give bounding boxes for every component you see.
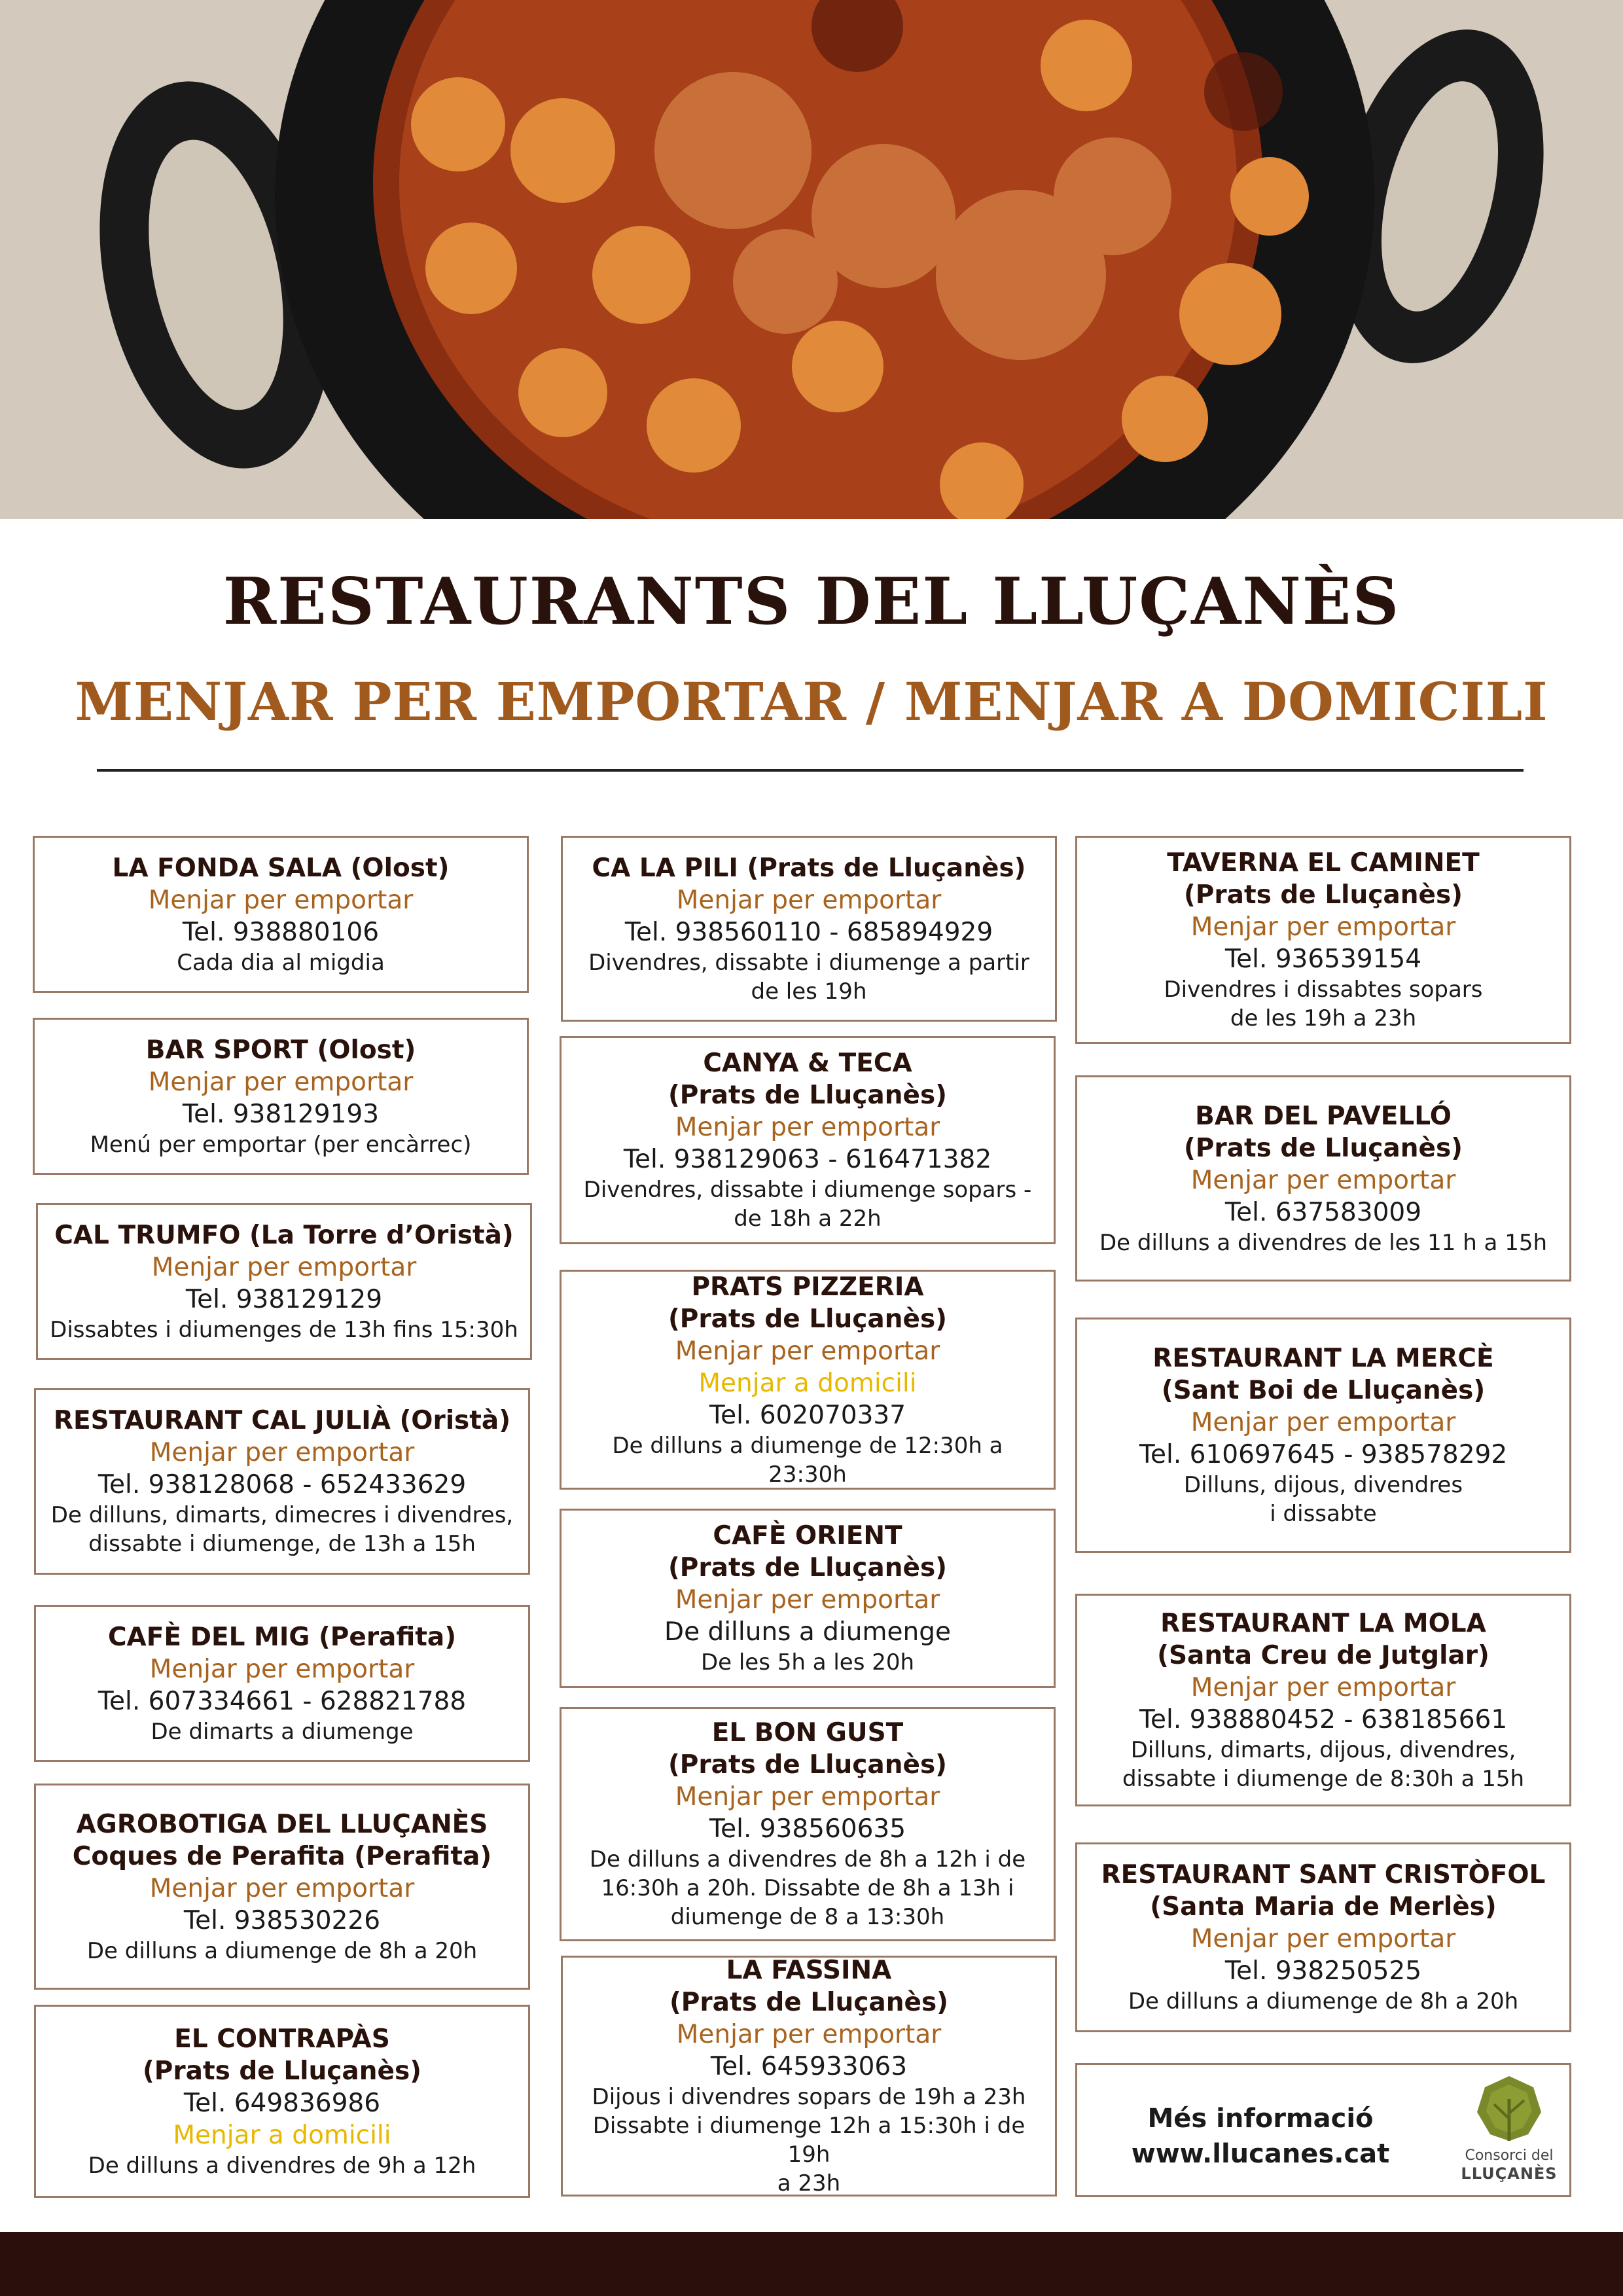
restaurant-card [33,836,529,993]
restaurant-card [1075,1075,1571,1282]
schedule: Dilluns, dimarts, dijous, divendres, [1130,1736,1516,1763]
schedule: 16:30h a 20h. Dissabte de 8h a 13h i [601,1875,1014,1901]
takeaway-label: Menjar per emportar [151,1252,417,1282]
page-title: RESTAURANTS DEL LLUÇANÈS [223,564,1400,639]
phone: Tel. 637583009 [1224,1197,1422,1227]
takeaway-label: Menjar per emportar [676,885,942,915]
schedule: De les 5h a les 20h [700,1649,915,1676]
schedule: dissabte i diumenge de 8:30h a 15h [1122,1765,1525,1792]
phone: Tel. 607334661 - 628821788 [98,1686,467,1716]
logo-caption: Consorci del [1465,2147,1554,2164]
takeaway-label: Menjar per emportar [1190,1672,1456,1702]
restaurant-card [561,1956,1057,2197]
restaurant-name: AGROBOTIGA DEL LLUÇANÈS [76,1809,488,1839]
restaurant-location: (Prats de Lluçanès) [142,2056,421,2086]
phone: Tel. 936539154 [1224,944,1422,974]
restaurant-location: (Sant Boi de Lluçanès) [1161,1376,1486,1405]
footer-bar [0,2232,1623,2296]
schedule: Divendres i dissabtes sopars [1164,977,1483,1003]
info-box [1075,2063,1571,2197]
page-subtitle: MENJAR PER EMPORTAR / MENJAR A DOMICILI [75,671,1548,732]
phone: Tel. 938129063 - 616471382 [623,1145,992,1174]
phone: Tel. 938128068 - 652433629 [98,1470,467,1499]
restaurant-location: (Prats de Lluçanès) [668,1553,947,1583]
logo-caption-name: LLUÇANÈS [1461,2164,1558,2183]
phone: Tel. 938560635 [709,1814,906,1844]
restaurant-card [561,836,1057,1022]
more-info [1116,2101,1404,2172]
schedule: a 23h [777,2170,841,2197]
schedule: De dilluns a divendres de 9h a 12h [88,2152,476,2179]
schedule: de les 19h [751,978,867,1005]
phone: Tel. 602070337 [709,1400,906,1430]
more-info-label: Més informació [1147,2104,1374,2134]
phone: Tel. 938880106 [182,917,380,947]
restaurant-name: PRATS PIZZERIA [691,1272,924,1302]
phone: Tel. 938129193 [182,1099,380,1129]
restaurant-card [1075,1842,1571,2032]
phone: Tel. 938880452 - 638185661 [1139,1704,1508,1734]
schedule: diumenge de 8 a 13:30h [670,1904,945,1930]
restaurant-card [36,1203,532,1360]
restaurant-card [1075,1594,1571,1806]
schedule: De dilluns a diumenge de 12:30h a 23:30h [612,1432,1003,1488]
website-link[interactable]: www.llucanes.cat [1131,2139,1390,2169]
restaurant-name: RESTAURANT LA MOLA [1160,1608,1486,1638]
restaurant-location: (Prats de Lluçanès) [669,1988,948,2017]
restaurant-name: TAVERNA EL CAMINET [1167,848,1480,878]
restaurant-card [1075,836,1571,1044]
restaurant-name: EL CONTRAPÀS [174,2024,390,2054]
delivery-label: Menjar a domicili [698,1368,917,1398]
phone: Tel. 938530226 [183,1905,381,1935]
schedule: Menú per emportar (per encàrrec) [90,1131,472,1158]
takeaway-label: Menjar per emportar [149,1654,415,1684]
restaurant-name: CANYA & TECA [703,1049,912,1078]
restaurant-name: CA LA PILI (Prats de Lluçanès) [592,853,1026,883]
restaurant-card [34,1784,530,1990]
restaurant-name: LA FONDA SALA (Olost) [112,853,450,883]
phone: Tel. 938560110 - 685894929 [624,917,993,947]
restaurant-name: LA FASSINA [726,1956,892,1985]
restaurant-card [34,1605,530,1762]
restaurant-location: (Santa Maria de Merlès) [1150,1892,1497,1922]
phone: Tel. 645933063 [710,2052,908,2081]
restaurant-location: (Prats de Lluçanès) [1183,1133,1463,1163]
restaurant-card [560,1509,1056,1688]
restaurant-name: RESTAURANT SANT CRISTÒFOL [1101,1860,1546,1890]
takeaway-label: Menjar per emportar [1190,1924,1456,1954]
restaurant-card [1075,1318,1571,1553]
schedule: de les 19h a 23h [1230,1005,1417,1031]
restaurant-location: Coques de Perafita (Perafita) [72,1841,492,1871]
schedule: De dilluns a divendres de les 11 h a 15h [1099,1229,1548,1256]
restaurant-name: RESTAURANT CAL JULIÀ (Oristà) [53,1406,511,1435]
takeaway-label: Menjar per emportar [675,1336,940,1366]
restaurant-location: (Prats de Lluçanès) [668,1081,947,1110]
restaurant-location: (Santa Creu de Jutglar) [1157,1640,1489,1670]
takeaway-label: Menjar per emportar [1190,912,1456,942]
divider [97,769,1524,772]
restaurant-name: BAR DEL PAVELLÓ [1195,1101,1452,1131]
restaurant-location: (Prats de Lluçanès) [1183,880,1463,910]
schedule: Divendres, dissabte i diumenge a partir [588,949,1029,976]
schedule: de 18h a 22h [734,1206,882,1232]
restaurant-name: CAFÈ ORIENT [713,1521,902,1551]
restaurant-card [560,1036,1056,1244]
takeaway-label: Menjar per emportar [675,1113,940,1142]
schedule: Dijous i divendres sopars de 19h a 23h [592,2084,1026,2110]
schedule: Divendres, dissabte i diumenge sopars - [583,1177,1032,1203]
restaurant-location: (Prats de Lluçanès) [668,1750,947,1780]
restaurant-card [560,1270,1056,1490]
schedule: De dilluns a divendres de 8h a 12h i de [589,1846,1026,1873]
takeaway-label: Menjar per emportar [675,1585,940,1615]
takeaway-label: Menjar per emportar [1190,1408,1456,1437]
takeaway-label: Menjar per emportar [675,1782,940,1812]
phone: Tel. 610697645 - 938578292 [1139,1440,1508,1469]
takeaway-label: Menjar per emportar [1190,1165,1456,1195]
restaurant-name: EL BON GUST [711,1718,904,1748]
restaurant-name: CAFÈ DEL MIG (Perafita) [107,1622,457,1652]
schedule: De dilluns, dimarts, dimecres i divendres, [50,1502,514,1528]
schedule: i dissabte [1270,1501,1377,1527]
takeaway-label: Menjar per emportar [149,1873,415,1903]
phone: Tel. 649836986 [183,2088,381,2118]
tree-leaf-icon [1473,2073,1545,2145]
phone: Tel. 938250525 [1224,1956,1422,1986]
schedule: De dimarts a diumenge [151,1718,414,1745]
delivery-label: Menjar a domicili [173,2120,391,2150]
takeaway-label: Menjar per emportar [676,2020,942,2049]
restaurant-card [34,1388,530,1575]
restaurant-card [34,2005,530,2198]
takeaway-label: Menjar per emportar [149,1438,415,1467]
schedule: Dissabte i diumenge 12h a 15:30h i de 19h [592,2113,1026,2168]
schedule: Cada dia al migdia [177,949,385,976]
stew-pot-photo [0,0,1623,519]
restaurant-name: RESTAURANT LA MERCÈ [1152,1344,1494,1373]
restaurant-card [33,1018,529,1175]
takeaway-label: Menjar per emportar [148,1067,414,1097]
restaurant-name: CAL TRUMFO (La Torre d’Oristà) [54,1220,514,1250]
restaurant-card [560,1707,1056,1941]
schedule: dissabte i diumenge, de 13h a 15h [88,1531,476,1557]
consorci-logo [1444,2073,1575,2183]
schedule: De dilluns a diumenge de 8h a 20h [1128,1988,1519,2015]
hero-photo [0,0,1623,519]
restaurant-location: (Prats de Lluçanès) [668,1304,947,1334]
schedule: De dilluns a diumenge de 8h a 20h [86,1937,478,1964]
takeaway-label: Menjar per emportar [148,885,414,915]
schedule: Dilluns, dijous, divendres [1183,1472,1463,1498]
restaurant-name: BAR SPORT (Olost) [145,1035,416,1065]
schedule: Dissabtes i diumenges de 13h fins 15:30h [50,1316,518,1343]
schedule-days: De dilluns a diumenge [664,1617,951,1647]
phone: Tel. 938129129 [185,1284,383,1314]
